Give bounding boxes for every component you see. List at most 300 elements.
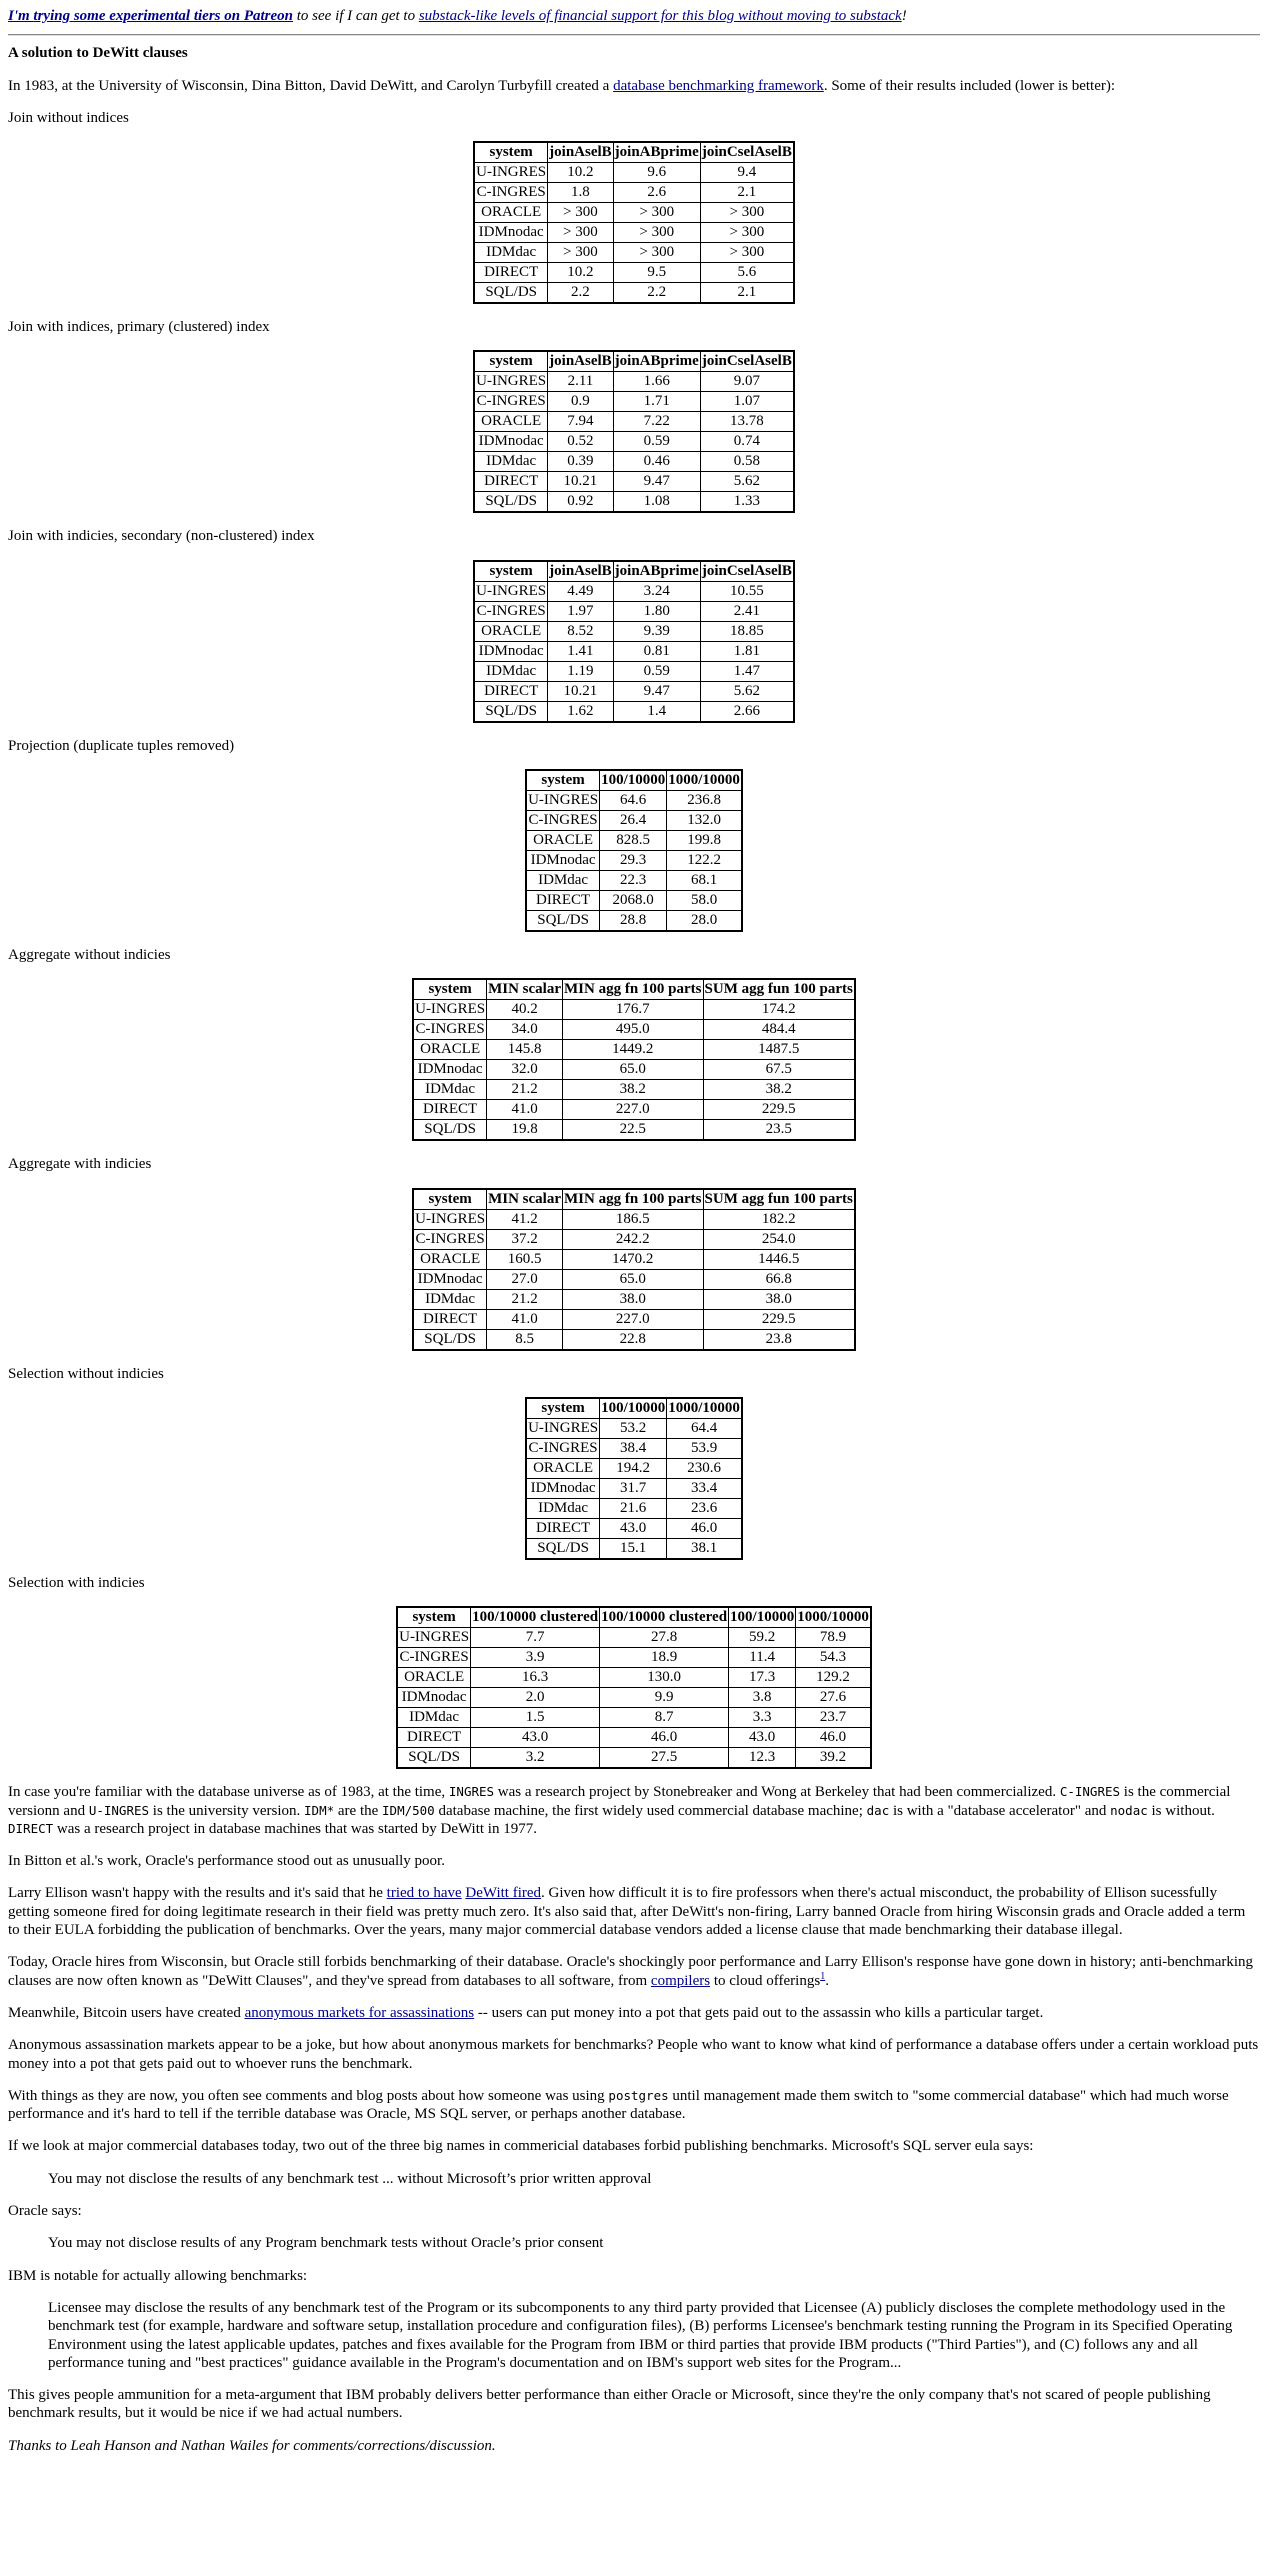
table-caption: Join with indices, primary (clustered) index (8, 319, 270, 336)
system-cell: U-INGRES (413, 1209, 487, 1229)
column-header: joinAselB (548, 142, 614, 163)
value-cell: 5.62 (700, 681, 794, 701)
value-cell: 41.2 (487, 1209, 563, 1229)
table-header-row (526, 1398, 742, 1419)
value-cell: 4.49 (548, 581, 614, 601)
value-cell: 65.0 (563, 1269, 704, 1289)
value-cell: 130.0 (600, 1668, 729, 1688)
intro-text-end: . Some of their results included (lower is better): (823, 77, 1116, 94)
system-cell: ORACLE (474, 412, 548, 432)
value-cell: 46.0 (600, 1728, 729, 1748)
value-cell: 67.5 (703, 1060, 855, 1080)
value-cell: 16.3 (471, 1668, 600, 1688)
column-header: joinCselAselB (700, 561, 794, 582)
column-header: system (474, 561, 548, 582)
value-cell: 484.4 (703, 1020, 855, 1040)
page-title: A solution to DeWitt clauses (8, 45, 188, 62)
code-direct: DIRECT (8, 1820, 54, 1836)
system-cell: U-INGRES (474, 163, 548, 183)
value-cell: 22.3 (600, 871, 667, 891)
value-cell: 2.2 (548, 283, 614, 304)
table-caption: Join with indicies, secondary (non-clustered) index (8, 528, 315, 545)
system-cell: DIRECT (474, 472, 548, 492)
code-ingres: INGRES (448, 1784, 495, 1800)
text: are the (334, 1802, 383, 1819)
table-row (474, 452, 794, 472)
table-row (474, 621, 794, 641)
table-header-row (474, 142, 794, 163)
value-cell: 7.7 (471, 1628, 600, 1648)
table-row (413, 1289, 855, 1309)
value-cell: 22.8 (563, 1329, 704, 1350)
value-cell: 132.0 (667, 811, 742, 831)
value-cell: 2.2 (613, 283, 700, 304)
system-cell: IDMnodac (474, 641, 548, 661)
value-cell: 53.9 (667, 1438, 742, 1458)
value-cell: 22.5 (563, 1120, 704, 1141)
column-header: joinCselAselB (700, 142, 794, 163)
value-cell: 23.5 (703, 1120, 855, 1141)
text: is without. (1147, 1802, 1215, 1819)
value-cell: 9.39 (613, 621, 700, 641)
system-cell: C-INGRES (474, 183, 548, 203)
value-cell: 38.1 (667, 1538, 742, 1559)
value-cell: 227.0 (563, 1100, 704, 1120)
system-cell: IDMnodac (397, 1688, 471, 1708)
system-cell: IDMdac (526, 1498, 600, 1518)
table-row (474, 372, 794, 392)
value-cell: 46.0 (796, 1728, 871, 1748)
value-cell: 13.78 (700, 412, 794, 432)
value-cell: 18.9 (600, 1648, 729, 1668)
table-row (526, 851, 742, 871)
value-cell: > 300 (613, 223, 700, 243)
table-header-row (474, 561, 794, 582)
value-cell: 0.46 (613, 452, 700, 472)
column-header: 100/10000 clustered (471, 1607, 600, 1628)
value-cell: 28.0 (667, 911, 742, 932)
value-cell: 26.4 (600, 811, 667, 831)
patreon-banner (8, 7, 1260, 25)
code-u-ingres: U-INGRES (88, 1802, 150, 1818)
table-row (413, 1309, 855, 1329)
value-cell: 59.2 (729, 1628, 796, 1648)
column-header: joinAselB (548, 351, 614, 372)
value-cell: 1.08 (613, 492, 700, 513)
value-cell: 0.74 (700, 432, 794, 452)
benchmark-framework-link[interactable]: database benchmarking framework (613, 77, 824, 94)
benchmark-table (412, 1188, 856, 1351)
table-row (526, 1438, 742, 1458)
value-cell: 21.2 (487, 1080, 563, 1100)
code-postgres: postgres (608, 2087, 669, 2103)
value-cell: 64.4 (667, 1418, 742, 1438)
value-cell: 9.47 (613, 681, 700, 701)
table-header-row (413, 979, 855, 1000)
value-cell: 31.7 (600, 1478, 667, 1498)
column-header: system (474, 351, 548, 372)
value-cell: > 300 (613, 203, 700, 223)
table-row (474, 163, 794, 183)
text: to cloud offerings (710, 1972, 821, 1989)
code-idm: IDM* (304, 1802, 335, 1818)
column-header: 100/10000 clustered (600, 1607, 729, 1628)
column-header: 100/10000 (600, 770, 667, 791)
value-cell: 2.11 (548, 372, 614, 392)
table-row (526, 1478, 742, 1498)
value-cell: 11.4 (729, 1648, 796, 1668)
value-cell: 78.9 (796, 1628, 871, 1648)
system-cell: U-INGRES (397, 1628, 471, 1648)
value-cell: 9.07 (700, 372, 794, 392)
benchmark-table (473, 350, 795, 513)
value-cell: 1.33 (700, 492, 794, 513)
system-cell: ORACLE (413, 1040, 487, 1060)
system-cell: C-INGRES (526, 811, 600, 831)
value-cell: 182.2 (703, 1209, 855, 1229)
value-cell: 1.66 (613, 372, 700, 392)
system-cell: U-INGRES (474, 581, 548, 601)
value-cell: 9.9 (600, 1688, 729, 1708)
value-cell: 229.5 (703, 1309, 855, 1329)
quote-oracle: You may not disclose results of any Program benchmark tests without Oracle’s prior consent (48, 2235, 604, 2252)
value-cell: 0.52 (548, 432, 614, 452)
value-cell: 1470.2 (563, 1249, 704, 1269)
value-cell: 53.2 (600, 1418, 667, 1438)
column-header: MIN agg fn 100 parts (563, 979, 704, 1000)
table-row (526, 831, 742, 851)
value-cell: 0.59 (613, 432, 700, 452)
value-cell: 40.2 (487, 1000, 563, 1020)
table-row (526, 1498, 742, 1518)
text: is the commercial versionn and (8, 1784, 1231, 1819)
value-cell: > 300 (548, 203, 614, 223)
column-header: system (413, 1189, 487, 1210)
assassination-markets-link[interactable]: anonymous markets for assassinations (244, 2004, 475, 2021)
text: -- users can put money into a pot that gets paid out to the assassin who kills a particular target. (474, 2004, 1044, 2021)
value-cell: 3.2 (471, 1748, 600, 1769)
table-caption: Aggregate without indicies (8, 947, 171, 964)
table-header-row (526, 770, 742, 791)
table-row (413, 1080, 855, 1100)
thanks-note: Thanks to Leah Hanson and Nathan Wailes for comments/corrections/discussion. (8, 2437, 496, 2454)
value-cell: 29.3 (600, 851, 667, 871)
quote-microsoft: You may not disclose the results of any benchmark test ... without Microsoft’s prior written approval (48, 2170, 652, 2187)
system-cell: ORACLE (413, 1249, 487, 1269)
system-cell: IDMnodac (413, 1269, 487, 1289)
value-cell: 65.0 (563, 1060, 704, 1080)
paragraph-context (8, 1783, 1260, 1838)
table-row (474, 661, 794, 681)
value-cell: 38.2 (703, 1080, 855, 1100)
value-cell: 27.8 (600, 1628, 729, 1648)
paragraph-benchmark-markets: Anonymous assassination markets appear to be a joke, but how about anonymous markets for benchmarks? People who want to know what kind of performance a database offers under a certain workload puts money into a pot that gets paid out to whoever runs the benchmark. (8, 2037, 1259, 2072)
code-idm500: IDM/500 (382, 1802, 435, 1818)
table-row (526, 871, 742, 891)
system-cell: IDMnodac (413, 1060, 487, 1080)
value-cell: 1.62 (548, 701, 614, 722)
value-cell: 10.2 (548, 263, 614, 283)
text: Today, Oracle hires from Wisconsin, but Oracle still forbids benchmarking of their database. Oracle's shockingly poor performance and Larry Ellison's response have gone down in history; anti-benchmarking clauses are now often known as "DeWitt Clauses", and they've spread from databases to all software, from (8, 1954, 1254, 1989)
column-header: MIN scalar (487, 1189, 563, 1210)
value-cell: > 300 (700, 223, 794, 243)
value-cell: 2.66 (700, 701, 794, 722)
table-header-row (397, 1607, 871, 1628)
system-cell: DIRECT (413, 1100, 487, 1120)
intro-paragraph (8, 77, 1260, 95)
table-header-row (474, 351, 794, 372)
benchmark-tables (8, 109, 1260, 1769)
divider (8, 34, 1260, 36)
value-cell: 8.52 (548, 621, 614, 641)
value-cell: 37.2 (487, 1229, 563, 1249)
column-header: MIN agg fn 100 parts (563, 1189, 704, 1210)
substack-link[interactable]: substack-like levels of financial support for this blog without moving to substack (418, 8, 902, 24)
benchmark-table (473, 560, 795, 723)
system-cell: C-INGRES (413, 1229, 487, 1249)
value-cell: 236.8 (667, 791, 742, 811)
benchmark-table (473, 141, 795, 304)
column-header: system (397, 1607, 471, 1628)
value-cell: 160.5 (487, 1249, 563, 1269)
value-cell: 3.8 (729, 1688, 796, 1708)
value-cell: 33.4 (667, 1478, 742, 1498)
value-cell: > 300 (548, 223, 614, 243)
patreon-link[interactable]: I'm trying some experimental tiers on Patreon (8, 8, 294, 24)
value-cell: 18.85 (700, 621, 794, 641)
column-header: system (413, 979, 487, 1000)
table-header-row (413, 1189, 855, 1210)
value-cell: 0.59 (613, 661, 700, 681)
table-row (413, 1040, 855, 1060)
table-row (413, 1060, 855, 1080)
table-row (526, 1538, 742, 1559)
value-cell: 230.6 (667, 1458, 742, 1478)
system-cell: IDMnodac (526, 1478, 600, 1498)
banner-text: to see if I can get to (293, 8, 419, 24)
column-header: MIN scalar (487, 979, 563, 1000)
table-row (474, 412, 794, 432)
value-cell: > 300 (613, 243, 700, 263)
value-cell: 3.24 (613, 581, 700, 601)
value-cell: > 300 (548, 243, 614, 263)
value-cell: 12.3 (729, 1748, 796, 1769)
system-cell: DIRECT (413, 1309, 487, 1329)
value-cell: 1.07 (700, 392, 794, 412)
table-row (474, 681, 794, 701)
system-cell: IDMdac (413, 1080, 487, 1100)
system-cell: C-INGRES (413, 1020, 487, 1040)
column-header: 1000/10000 (667, 1398, 742, 1419)
paragraph-microsoft: If we look at major commercial databases today, two out of the three big names in commericial databases forbid publishing benchmarks. Microsoft's SQL server eula says: (8, 2138, 1034, 2155)
value-cell: 227.0 (563, 1309, 704, 1329)
system-cell: SQL/DS (397, 1748, 471, 1769)
tried-to-have-link[interactable]: tried to have (386, 1885, 462, 1902)
value-cell: 1.47 (700, 661, 794, 681)
column-header: SUM agg fun 100 parts (703, 1189, 855, 1210)
banner-end: ! (901, 8, 907, 24)
system-cell: IDMdac (526, 871, 600, 891)
value-cell: 27.6 (796, 1688, 871, 1708)
text: . (825, 1972, 829, 1989)
paragraph-oracle-says: Oracle says: (8, 2203, 82, 2220)
value-cell: 68.1 (667, 871, 742, 891)
value-cell: 129.2 (796, 1668, 871, 1688)
table-row (397, 1748, 871, 1769)
system-cell: SQL/DS (413, 1120, 487, 1141)
text: was a research project in database machines that was started by DeWitt in 1977. (53, 1820, 537, 1837)
text: In case you're familiar with the database universe as of 1983, at the time, (8, 1784, 449, 1801)
value-cell: 254.0 (703, 1229, 855, 1249)
value-cell: 38.4 (600, 1438, 667, 1458)
value-cell: 58.0 (667, 891, 742, 911)
code-c-ingres: C-INGRES (1059, 1784, 1121, 1800)
value-cell: 1487.5 (703, 1040, 855, 1060)
value-cell: 39.2 (796, 1748, 871, 1769)
value-cell: 3.9 (471, 1648, 600, 1668)
table-row (413, 1100, 855, 1120)
footnote-link[interactable]: 1 (820, 1970, 826, 1982)
value-cell: 1449.2 (563, 1040, 704, 1060)
paragraph-today (8, 1953, 1260, 1990)
value-cell: 174.2 (703, 1000, 855, 1020)
value-cell: 10.55 (700, 581, 794, 601)
text: is with a "database accelerator" and (889, 1802, 1111, 1819)
column-header: 100/10000 (600, 1398, 667, 1419)
value-cell: 5.62 (700, 472, 794, 492)
table-row (474, 183, 794, 203)
value-cell: > 300 (700, 203, 794, 223)
code-nodac: nodac (1110, 1802, 1148, 1818)
table-row (526, 891, 742, 911)
value-cell: 27.0 (487, 1269, 563, 1289)
compilers-link[interactable]: compilers (650, 1972, 711, 1989)
value-cell: 28.8 (600, 911, 667, 932)
system-cell: ORACLE (526, 831, 600, 851)
paragraph-postgres (8, 2087, 1260, 2124)
value-cell: 7.94 (548, 412, 614, 432)
value-cell: 9.6 (613, 163, 700, 183)
value-cell: 176.7 (563, 1000, 704, 1020)
value-cell: 0.9 (548, 392, 614, 412)
value-cell: 1.81 (700, 641, 794, 661)
value-cell: 0.92 (548, 492, 614, 513)
table-row (474, 472, 794, 492)
value-cell: 64.6 (600, 791, 667, 811)
value-cell: 46.0 (667, 1518, 742, 1538)
table-row (474, 243, 794, 263)
value-cell: 10.21 (548, 472, 614, 492)
table-row (474, 641, 794, 661)
table-row (474, 392, 794, 412)
column-header: SUM agg fun 100 parts (703, 979, 855, 1000)
value-cell: 0.39 (548, 452, 614, 472)
value-cell: 186.5 (563, 1209, 704, 1229)
value-cell: 0.58 (700, 452, 794, 472)
system-cell: ORACLE (526, 1458, 600, 1478)
system-cell: DIRECT (526, 891, 600, 911)
value-cell: 8.7 (600, 1708, 729, 1728)
value-cell: 1.71 (613, 392, 700, 412)
system-cell: C-INGRES (397, 1648, 471, 1668)
table-row (526, 1518, 742, 1538)
table-row (474, 701, 794, 722)
benchmark-table (525, 1397, 743, 1560)
value-cell: 2.1 (700, 183, 794, 203)
value-cell: 38.0 (703, 1289, 855, 1309)
text: database machine, the first widely used commercial database machine; (434, 1802, 867, 1819)
value-cell: 145.8 (487, 1040, 563, 1060)
text: is the university version. (149, 1802, 305, 1819)
table-row (526, 791, 742, 811)
value-cell: 21.2 (487, 1289, 563, 1309)
value-cell: 2068.0 (600, 891, 667, 911)
value-cell: 23.7 (796, 1708, 871, 1728)
value-cell: 19.8 (487, 1120, 563, 1141)
value-cell: 43.0 (471, 1728, 600, 1748)
system-cell: C-INGRES (526, 1438, 600, 1458)
table-row (526, 1458, 742, 1478)
value-cell: 41.0 (487, 1309, 563, 1329)
system-cell: DIRECT (397, 1728, 471, 1748)
table-row (526, 911, 742, 932)
paragraph-meta-argument: This gives people ammunition for a meta-argument that IBM probably delivers better performance than either Oracle or Microsoft, since they're the only company that's not scared of people publishing benchmark results, but it would be nice if we had actual numbers. (8, 2387, 1211, 2422)
text: was a research project by Stonebreaker and Wong at Berkeley that had been commercialized. (494, 1784, 1060, 1801)
system-cell: U-INGRES (474, 372, 548, 392)
value-cell: 1.4 (613, 701, 700, 722)
table-row (474, 263, 794, 283)
column-header: joinABprime (613, 351, 700, 372)
table-caption: Aggregate with indicies (8, 1156, 152, 1173)
column-header: 100/10000 (729, 1607, 796, 1628)
value-cell: 1.41 (548, 641, 614, 661)
table-row (397, 1668, 871, 1688)
system-cell: U-INGRES (413, 1000, 487, 1020)
table-row (397, 1628, 871, 1648)
value-cell: 41.0 (487, 1100, 563, 1120)
code-dac: dac (866, 1802, 890, 1818)
quote-ibm: Licensee may disclose the results of any benchmark test of the Program or its subcomponents to any third party provided that Licensee (A) publicly discloses the complete methodology used in the benchmark test (for example, hardware and software setup, installation procedure and configuration files), (B) performs Licensee's benchmark testing running the Program in its Specified Operating Environment using the latest applicable updates, patches and fixes available for the Program from IBM or third parties that provide IBM products ("Third Parties"), and (C) follows any and all performance tuning and "best practices" guidance available in the Program's documentation and on IBM's support web sites for the Program... (48, 2299, 1233, 2371)
column-header: system (474, 142, 548, 163)
table-row (474, 581, 794, 601)
value-cell: 17.3 (729, 1668, 796, 1688)
table-row (397, 1688, 871, 1708)
system-cell: ORACLE (474, 621, 548, 641)
table-row (474, 203, 794, 223)
value-cell: 828.5 (600, 831, 667, 851)
table-caption: Join without indices (8, 109, 129, 126)
column-header: joinAselB (548, 561, 614, 582)
value-cell: 1.19 (548, 661, 614, 681)
system-cell: IDMdac (474, 661, 548, 681)
system-cell: SQL/DS (413, 1329, 487, 1350)
table-row (526, 811, 742, 831)
value-cell: 32.0 (487, 1060, 563, 1080)
value-cell: 2.0 (471, 1688, 600, 1708)
table-row (474, 601, 794, 621)
table-row (413, 1229, 855, 1249)
column-header: system (526, 770, 600, 791)
table-row (474, 492, 794, 513)
table-row (413, 1329, 855, 1350)
paragraph-ellison (8, 1884, 1260, 1939)
dewitt-fired-link[interactable]: DeWitt fired (465, 1885, 542, 1902)
table-row (397, 1708, 871, 1728)
value-cell: 9.5 (613, 263, 700, 283)
value-cell: 43.0 (729, 1728, 796, 1748)
value-cell: 199.8 (667, 831, 742, 851)
system-cell: U-INGRES (526, 1418, 600, 1438)
